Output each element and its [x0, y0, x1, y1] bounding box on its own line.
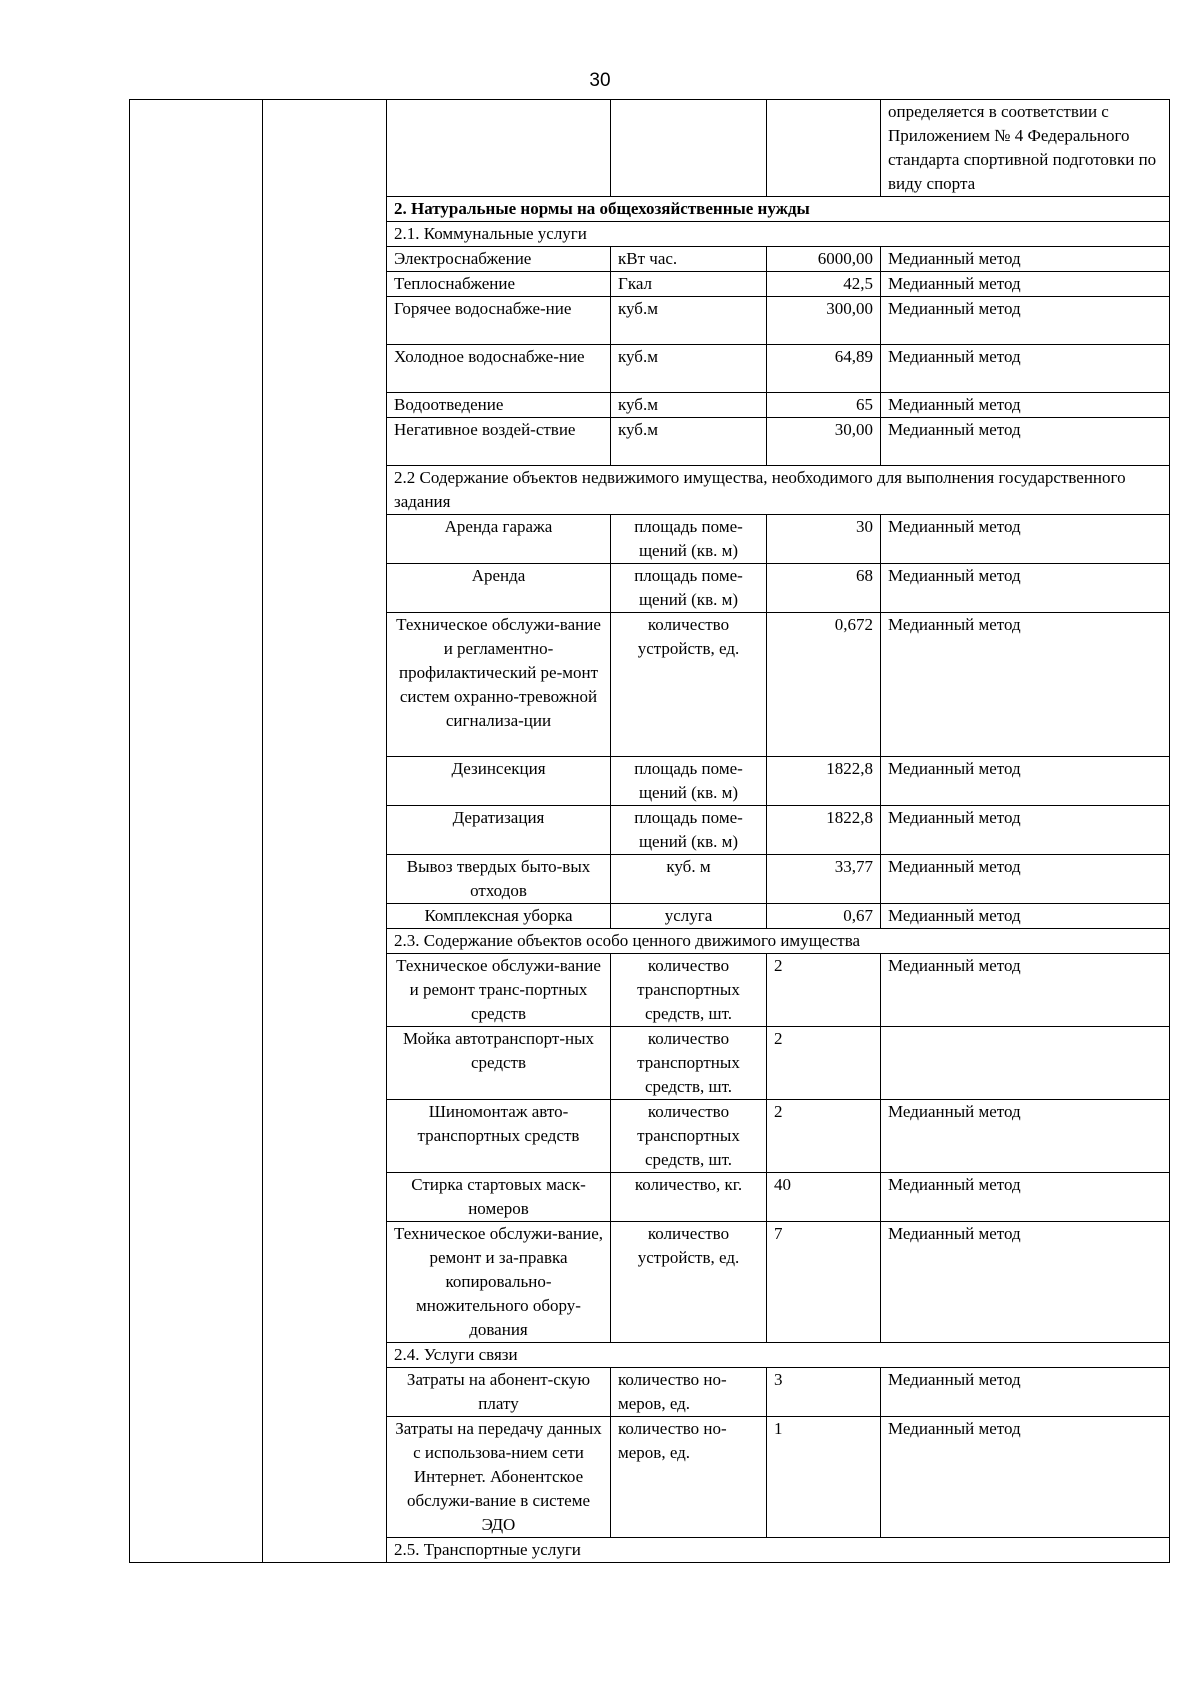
- item-unit: площадь поме-щений (кв. м): [611, 806, 767, 855]
- item-value: 1: [767, 1417, 881, 1538]
- item-value: 64,89: [767, 345, 881, 393]
- item-name: Вывоз твердых быто-вых отходов: [387, 855, 611, 904]
- item-value: 30: [767, 515, 881, 564]
- item-name: Дезинсекция: [387, 757, 611, 806]
- table-cell: [611, 100, 767, 197]
- item-method: Медианный метод: [881, 613, 1170, 757]
- item-method: Медианный метод: [881, 1417, 1170, 1538]
- item-method: Медианный метод: [881, 855, 1170, 904]
- top-note: определяется в соответствии с Приложением № 4 Федерального стандарта спортивной подготовки по виду спорта: [881, 100, 1170, 197]
- page-number: 30: [589, 70, 611, 91]
- item-unit: кВт час.: [611, 247, 767, 272]
- item-name: Стирка стартовых маск-номеров: [387, 1173, 611, 1222]
- item-method: Медианный метод: [881, 1368, 1170, 1417]
- subsection-title: 2.1. Коммунальные услуги: [387, 222, 1170, 247]
- item-method: Медианный метод: [881, 954, 1170, 1027]
- table-row: [130, 100, 1170, 197]
- item-unit: количество устройств, ед.: [611, 613, 767, 757]
- item-value: 0,67: [767, 904, 881, 929]
- item-name: Электроснабжение: [387, 247, 611, 272]
- subsection-title: 2.5. Транспортные услуги: [387, 1538, 1170, 1563]
- section-title: 2. Натуральные нормы на общехозяйственные нужды: [387, 197, 1170, 222]
- item-name: Комплексная уборка: [387, 904, 611, 929]
- item-value: 1822,8: [767, 806, 881, 855]
- norms-table: [129, 99, 1170, 1563]
- item-value: 40: [767, 1173, 881, 1222]
- item-name: Затраты на абонент-скую плату: [387, 1368, 611, 1417]
- item-value: 2: [767, 1027, 881, 1100]
- item-name: Водоотведение: [387, 393, 611, 418]
- item-value: 7: [767, 1222, 881, 1343]
- item-value: 3: [767, 1368, 881, 1417]
- item-method: Медианный метод: [881, 393, 1170, 418]
- item-method: [881, 1027, 1170, 1100]
- item-name: Аренда гаража: [387, 515, 611, 564]
- item-method: Медианный метод: [881, 904, 1170, 929]
- item-name: Горячее водоснабже-ние: [387, 297, 611, 345]
- item-name: Затраты на передачу данных с использова-нием сети Интернет. Абонентское обслужи-вание в системе ЭДО: [387, 1417, 611, 1538]
- item-unit: куб.м: [611, 393, 767, 418]
- item-name: Техническое обслужи-вание, ремонт и за-правка копировально-множительного обору-дования: [387, 1222, 611, 1343]
- item-method: Медианный метод: [881, 1173, 1170, 1222]
- item-value: 6000,00: [767, 247, 881, 272]
- item-value: 300,00: [767, 297, 881, 345]
- item-method: Медианный метод: [881, 1100, 1170, 1173]
- item-name: Шиномонтаж авто-транспортных средств: [387, 1100, 611, 1173]
- item-method: Медианный метод: [881, 515, 1170, 564]
- item-value: 0,672: [767, 613, 881, 757]
- item-value: 1822,8: [767, 757, 881, 806]
- item-value: 2: [767, 954, 881, 1027]
- item-unit: куб. м: [611, 855, 767, 904]
- item-value: 42,5: [767, 272, 881, 297]
- subsection-title: 2.2 Содержание объектов недвижимого имущества, необходимого для выполнения государственного задания: [387, 466, 1170, 515]
- item-method: Медианный метод: [881, 806, 1170, 855]
- item-value: 2: [767, 1100, 881, 1173]
- item-unit: количество транспортных средств, шт.: [611, 1027, 767, 1100]
- item-unit: количество транспортных средств, шт.: [611, 1100, 767, 1173]
- item-value: 65: [767, 393, 881, 418]
- blank-col-2: [263, 100, 387, 1563]
- item-name: Мойка автотранспорт-ных средств: [387, 1027, 611, 1100]
- item-name: Техническое обслужи-вание и ремонт транс-портных средств: [387, 954, 611, 1027]
- item-unit: количество транспортных средств, шт.: [611, 954, 767, 1027]
- item-method: Медианный метод: [881, 297, 1170, 345]
- item-value: 33,77: [767, 855, 881, 904]
- item-method: Медианный метод: [881, 1222, 1170, 1343]
- item-unit: площадь поме-щений (кв. м): [611, 515, 767, 564]
- item-value: 30,00: [767, 418, 881, 466]
- item-unit: услуга: [611, 904, 767, 929]
- item-name: Негативное воздей-ствие: [387, 418, 611, 466]
- table-cell: [767, 100, 881, 197]
- item-unit: куб.м: [611, 345, 767, 393]
- item-method: Медианный метод: [881, 345, 1170, 393]
- item-method: Медианный метод: [881, 247, 1170, 272]
- blank-col-1: [130, 100, 263, 1563]
- item-unit: куб.м: [611, 418, 767, 466]
- item-method: Медианный метод: [881, 272, 1170, 297]
- item-name: Холодное водоснабже-ние: [387, 345, 611, 393]
- item-unit: количество но-меров, ед.: [611, 1417, 767, 1538]
- item-name: Техническое обслужи-вание и регламентно-профилактический ре-монт систем охранно-тревожной сигнализа-ции: [387, 613, 611, 757]
- item-unit: куб.м: [611, 297, 767, 345]
- item-method: Медианный метод: [881, 564, 1170, 613]
- item-value: 68: [767, 564, 881, 613]
- item-unit: площадь поме-щений (кв. м): [611, 564, 767, 613]
- item-method: Медианный метод: [881, 757, 1170, 806]
- item-unit: количество но-меров, ед.: [611, 1368, 767, 1417]
- item-method: Медианный метод: [881, 418, 1170, 466]
- item-unit: количество, кг.: [611, 1173, 767, 1222]
- item-name: Теплоснабжение: [387, 272, 611, 297]
- item-unit: Гкал: [611, 272, 767, 297]
- item-name: Дератизация: [387, 806, 611, 855]
- subsection-title: 2.4. Услуги связи: [387, 1343, 1170, 1368]
- subsection-title: 2.3. Содержание объектов особо ценного движимого имущества: [387, 929, 1170, 954]
- item-unit: количество устройств, ед.: [611, 1222, 767, 1343]
- item-unit: площадь поме-щений (кв. м): [611, 757, 767, 806]
- table-cell: [387, 100, 611, 197]
- item-name: Аренда: [387, 564, 611, 613]
